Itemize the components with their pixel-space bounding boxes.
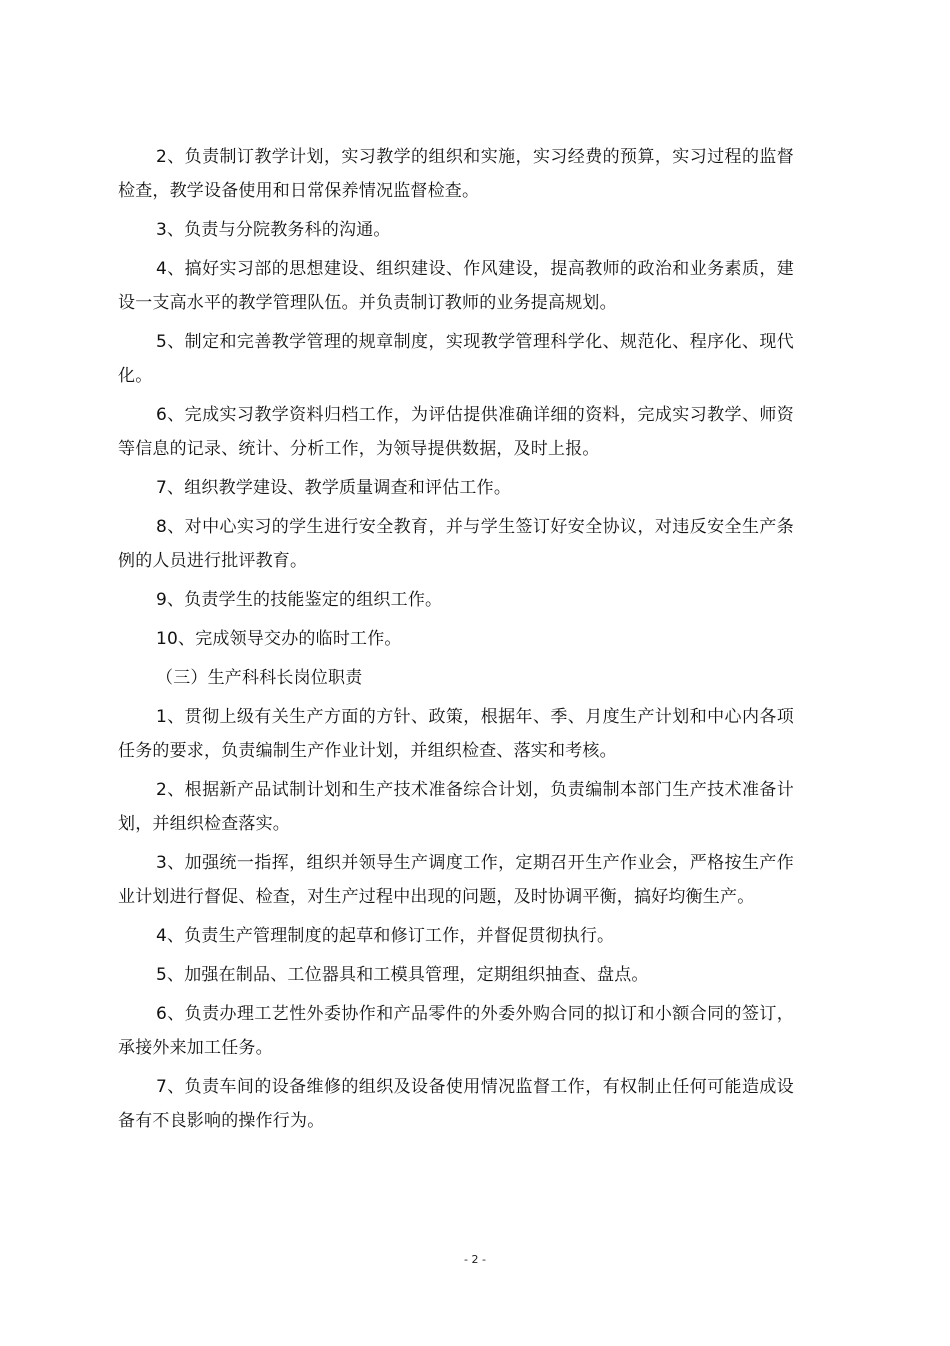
paragraph: 1、贯彻上级有关生产方面的方针、政策，根据年、季、月度生产计划和中心内各项任务的要求，负责编制生产作业计划，并组织检查、落实和考核。 (118, 707, 794, 761)
paragraph: 6、完成实习教学资料归档工作，为评估提供准确详细的资料，完成实习教学、师资等信息的记录、统计、分析工作，为领导提供数据，及时上报。 (118, 405, 794, 459)
paragraph: 5、加强在制品、工位器具和工模具管理，定期组织抽查、盘点。 (156, 965, 649, 985)
paragraph: 2、负责制订教学计划，实习教学的组织和实施，实习经费的预算，实习过程的监督检查，教学设备使用和日常保养情况监督检查。 (118, 147, 794, 201)
paragraph: 7、负责车间的设备维修的组织及设备使用情况监督工作，有权制止任何可能造成设备有不良影响的操作行为。 (118, 1077, 794, 1131)
paragraph: 8、对中心实习的学生进行安全教育，并与学生签订好安全协议，对违反安全生产条例的人员进行批评教育。 (118, 517, 794, 571)
paragraph: 9、负责学生的技能鉴定的组织工作。 (156, 590, 443, 610)
paragraph: 5、制定和完善教学管理的规章制度，实现教学管理科学化、规范化、程序化、现代化。 (118, 332, 794, 386)
paragraph: 3、加强统一指挥，组织并领导生产调度工作，定期召开生产作业会，严格按生产作业计划进行督促、检查，对生产过程中出现的问题，及时协调平衡，搞好均衡生产。 (118, 853, 794, 907)
paragraph: 2、根据新产品试制计划和生产技术准备综合计划，负责编制本部门生产技术准备计划，并组织检查落实。 (118, 780, 794, 834)
paragraph: 4、负责生产管理制度的起草和修订工作，并督促贯彻执行。 (156, 926, 615, 946)
paragraph: 6、负责办理工艺性外委协作和产品零件的外委外购合同的拟订和小额合同的签订，承接外来加工任务。 (118, 1004, 794, 1058)
page-number: - 2 - (464, 1253, 486, 1266)
section-heading: （三）生产科科长岗位职责 (156, 668, 363, 688)
document-body (118, 140, 794, 1143)
paragraph: 10、完成领导交办的临时工作。 (156, 629, 402, 649)
paragraph: 7、组织教学建设、教学质量调查和评估工作。 (156, 478, 512, 498)
paragraph: 3、负责与分院教务科的沟通。 (156, 220, 391, 240)
paragraph: 4、搞好实习部的思想建设、组织建设、作风建设，提高教师的政治和业务素质，建设一支高水平的教学管理队伍。并负责制订教师的业务提高规划。 (118, 259, 794, 313)
